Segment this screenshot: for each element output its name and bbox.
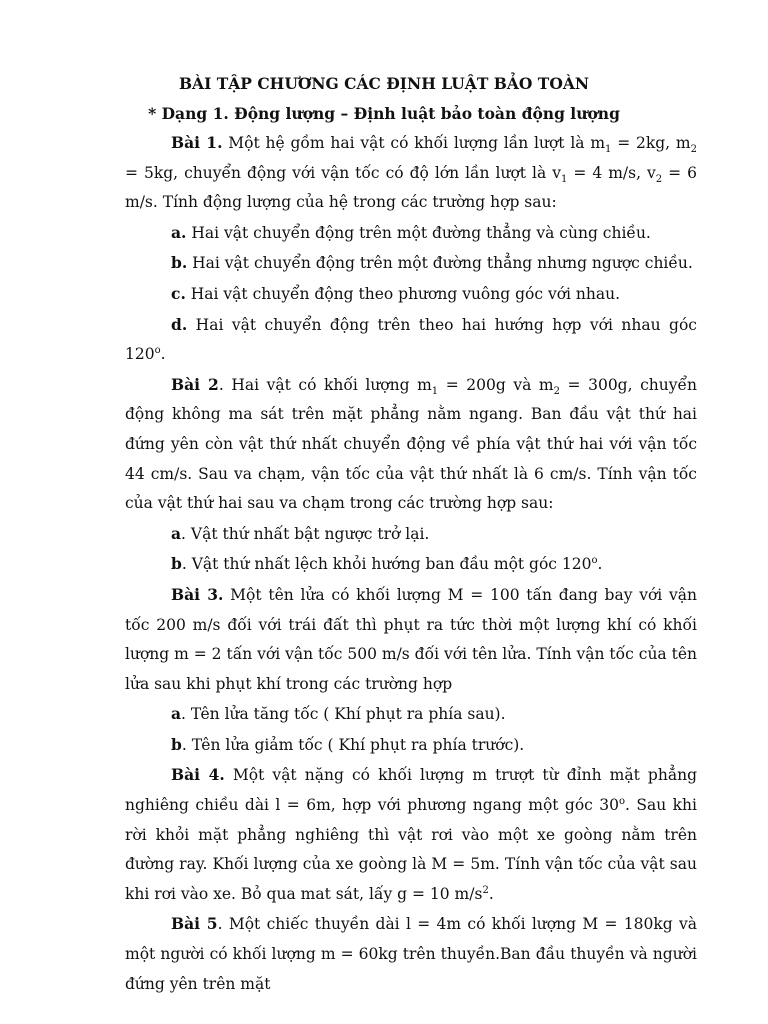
exercise-3-item-b: b. Tên lửa giảm tốc ( Khí phụt ra phía trước).	[171, 734, 525, 754]
exercise-content	[125, 128, 697, 999]
exercise-1-statement: Bài 1. Một hệ gồm hai vật có khối lượng lần lượt là $m_1 = 2kg$, $m_2 = 5kg$, chuyển động với vận tốc có độ lớn lần lượt là $v_1 = 4$ m/s, $v_2 = 6$ m/s. Tính động lượng của hệ trong các trường hợp sau:	[125, 133, 698, 212]
section-subtitle: * Dạng 1. Động lượng – Định luật bảo toàn động lượng	[148, 104, 620, 123]
exercise-1-item-a: a. Hai vật chuyển động trên một đường thẳng và cùng chiều.	[171, 222, 651, 242]
exercise-5-label: Bài 5	[171, 914, 218, 934]
exercise-2-item-a: a. Vật thứ nhất bật ngược trở lại.	[171, 523, 430, 543]
exercise-2-statement: Bài 2. Hai vật có khối lượng $m_1 = 200g$ và $m_2 = 300g$, chuyển động không ma sát trên mặt phẳng nằm ngang. Ban đầu vật thứ hai đứng yên còn vật thứ nhất chuyển động về phía vật thứ hai với vận tốc 44 cm/s. Sau va chạm, vận tốc của vật thứ nhất là 6 cm/s. Tính vận tốc của vật thứ hai sau va chạm trong các trường hợp sau:	[125, 374, 698, 513]
exercise-1-item-d: d. Hai vật chuyển động trên theo hai hướng hợp với nhau góc 120$^o$.	[125, 314, 697, 364]
exercise-1-label: Bài 1.	[171, 133, 223, 152]
exercise-2-label: Bài 2	[171, 374, 219, 394]
exercise-3-statement: Bài 3. Một tên lửa có khối lượng M = 100 tấn đang bay với vận tốc 200 m/s đối với trái đất thì phụt ra tức thời một lượng khí có khối lượng m = 2 tấn với vận tốc 500 m/s đối với tên lửa. Tính vận tốc của tên lửa sau khi phụt khí trong các trường hợp	[125, 584, 697, 693]
exercise-4-label: Bài 4.	[171, 765, 225, 785]
exercise-2-item-b: b. Vật thứ nhất lệch khỏi hướng ban đầu một góc 120$^o$.	[171, 554, 603, 574]
exercise-3-label: Bài 3.	[171, 584, 224, 604]
exercise-4-statement: Bài 4. Một vật nặng có khối lượng m trượt từ đỉnh mặt phẳng nghiêng chiều dài l = 6m, hợp với phương ngang một góc 30$^o$. Sau khi rời khỏi mặt phẳng nghiêng thì vật rơi vào một xe goòng nằm trên đường ray. Khối lượng của xe goòng là M = 5m. Tính vận tốc của vật sau khi rơi vào xe. Bỏ qua mat sát, lấy g = 10 $m/s^2$.	[125, 765, 697, 903]
document-title: BÀI TẬP CHƯƠNG CÁC ĐỊNH LUẬT BẢO TOÀN	[178, 74, 590, 93]
exercise-1-item-c: c. Hai vật chuyển động theo phương vuông góc với nhau.	[171, 283, 621, 303]
exercise-1-item-b: b. Hai vật chuyển động trên một đường thẳng nhưng ngược chiều.	[171, 253, 693, 273]
exercise-5-statement: Bài 5. Một chiếc thuyền dài l = 4m có khối lượng M = 180kg và một người có khối lượng m = 60kg trên thuyền.Ban đầu thuyền và người đứng yên trên mặt	[125, 914, 698, 993]
exercise-3-item-a: a. Tên lửa tăng tốc ( Khí phụt ra phía sau).	[171, 704, 506, 724]
